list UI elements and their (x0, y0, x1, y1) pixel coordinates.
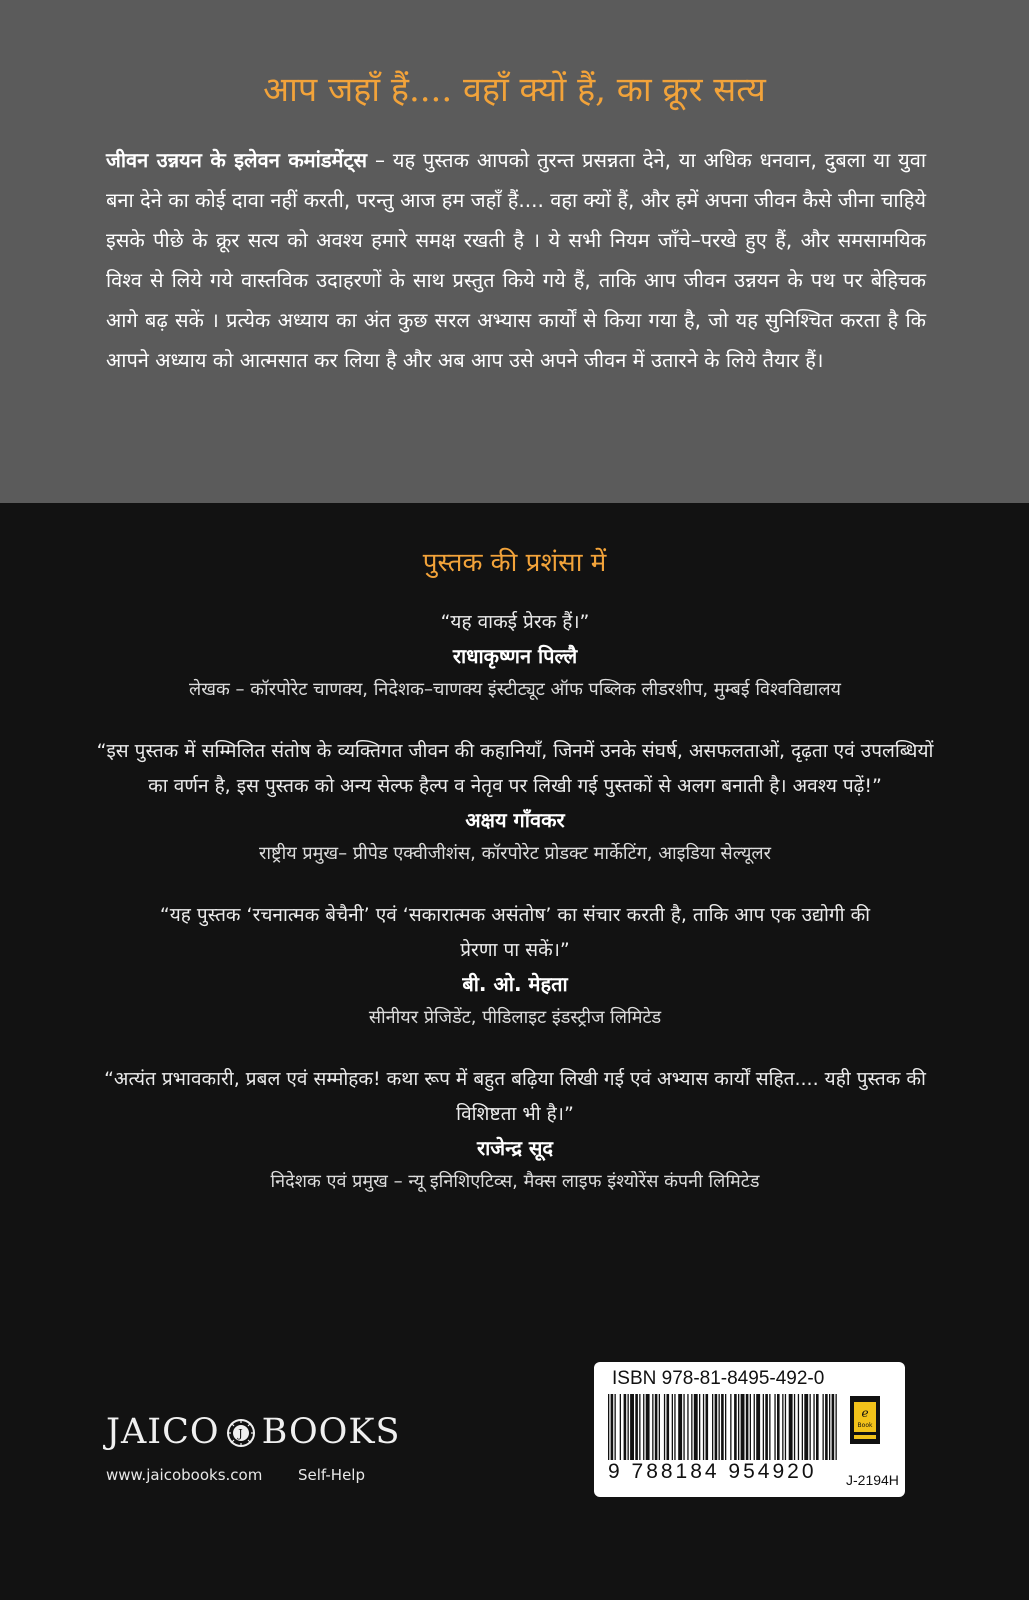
quote-text: “अत्यंत प्रभावकारी, प्रबल एवं सम्मोहक! कथा रूप में बहुत बढ़िया लिखी गई एवं अभ्यास कार्यों सहित.... यही पुस्तक की विशिष्टता भी है।” (104, 1068, 926, 1125)
publisher-website: www.jaicobooks.com (106, 1466, 263, 1484)
blurb-book-title: जीवन उन्नयन के इलेवन कमांडमेंट्स (106, 148, 368, 172)
catalog-code: J-2194H (846, 1472, 899, 1488)
cover-tagline: आप जहाँ हैं.... वहाँ क्यों हैं, का क्रूर सत्य (263, 70, 766, 110)
quote-block (90, 605, 940, 706)
blurb-text: – यह पुस्तक आपको तुरन्त प्रसन्नता देने, या अधिक धनवान, दुबला या युवा बना देने का कोई दावा नहीं करती, परन्तु आज हम जहाँ हैं.... वहा क्यों हैं, और हमें अपना जीवन कैसे जीना चाहिये इसके पीछे के क्रूर सत्य को अवश्य हमारे समक्ष रखती है । ये सभी नियम जाँचे–परखे हुए हैं, और समसामयिक विश्व से लिये गये वास्तविक उदाहरणों के साथ प्रस्तुत किये गये हैं, ताकि आप जीवन उन्नयन के पथ पर बेहिचक आगे बढ़ सकें । प्रत्येक अध्याय का अंत कुछ सरल अभ्यास कार्यों से किया गया है, जो यह सुनिश्चित करता है कि आपने अध्याय को आत्मसात कर लिया है और अब आप उसे अपने जीवन में उतारने के लिये तैयार हैं। (106, 148, 926, 372)
quote-text: “यह वाकई प्रेरक हैं।” (440, 611, 590, 633)
praise-heading: पुस्तक की प्रशंसा में (422, 548, 607, 578)
quote-author-role: राष्ट्रीय प्रमुख– प्रीपेड एक्वीजीशंस, कॉरपोरेट प्रोडक्ट मार्केटिंग, आइडिया सेल्यूलर (259, 843, 771, 864)
publisher-logo (106, 1412, 466, 1452)
publisher-name-left: JAICO (106, 1412, 220, 1452)
jaico-emblem-icon (226, 1417, 256, 1447)
barcode-icon (608, 1394, 840, 1460)
ebook-available-icon (850, 1396, 880, 1444)
svg-text:J: J (237, 1427, 244, 1440)
book-blurb (106, 140, 926, 380)
quote-block (90, 1062, 940, 1198)
quote-author: राधाकृष्णन पिल्लै (452, 644, 578, 668)
svg-text:Book: Book (857, 1422, 873, 1429)
quote-text: “यह पुस्तक ‘रचनात्मक बेचैनी’ एवं ‘सकारात्मक असंतोष’ का संचार करती है, ताकि आप एक उद्योगी की प्रेरणा पा सकें।” (159, 904, 871, 961)
book-genre: Self-Help (298, 1466, 365, 1484)
quote-author: राजेन्द्र सूद (476, 1136, 554, 1160)
quote-text: “इस पुस्तक में सम्मिलित संतोष के व्यक्तिगत जीवन की कहानियाँ, जिनमें उनके संघर्ष, असफलताओं, दृढ़ता एवं उपलब्धियों का वर्णन है, इस पुस्तक को अन्य सेल्फ हैल्प व नेतृव पर लिखी गई पुस्तकों से अलग बनाती है। अवश्य पढ़ें!” (96, 740, 934, 797)
quote-author-role: सीनीयर प्रेजिडेंट, पीडिलाइट इंडस्ट्रीज लिमिटेड (368, 1007, 662, 1028)
quote-block (90, 734, 940, 870)
publisher-name-right: BOOKS (261, 1412, 401, 1452)
praise-quotes (90, 605, 940, 1226)
barcode-digits: 9 788184 954920 (608, 1460, 817, 1483)
quote-author: अक्षय गाँवकर (465, 808, 565, 832)
quote-author-role: लेखक – कॉरपोरेट चाणक्य, निदेशक–चाणक्य इंस्टीट्यूट ऑफ पब्लिक लीडरशीप, मुम्बई विश्वविद्यालय (189, 679, 841, 700)
svg-text:e: e (861, 1406, 869, 1420)
quote-block (90, 898, 940, 1034)
isbn-barcode-panel (594, 1362, 905, 1497)
quote-author-role: निदेशक एवं प्रमुख – न्यू इनिशिएटिव्स, मैक्स लाइफ इंश्योरेंस कंपनी लिमिटेड (270, 1171, 760, 1192)
isbn-number: ISBN 978-81-8495-492-0 (612, 1368, 825, 1389)
quote-author: बी. ओ. मेहता (462, 972, 568, 996)
